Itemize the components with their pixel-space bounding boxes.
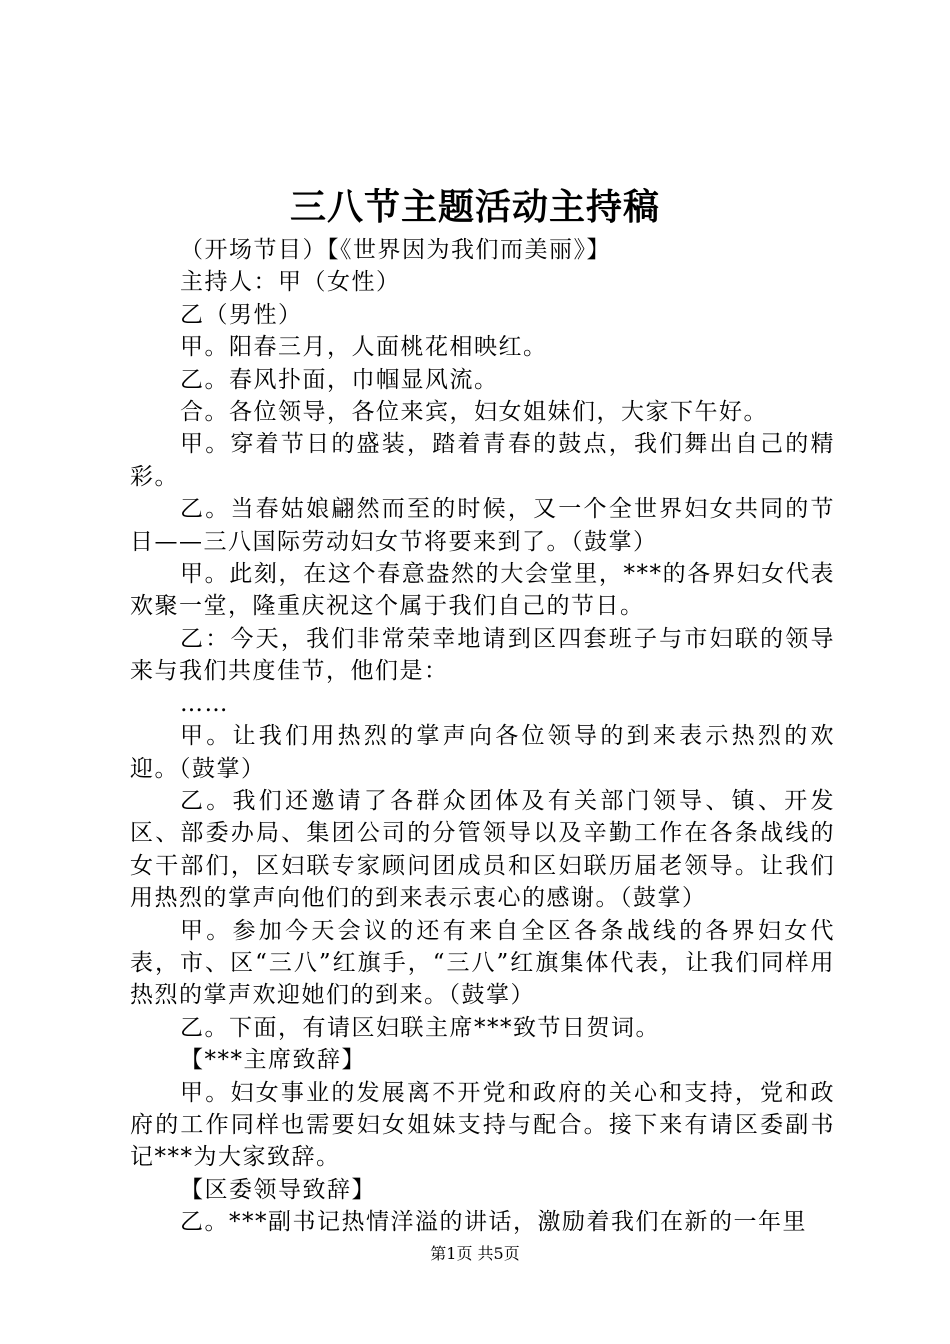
paragraph: 乙。春风扑面，巾帼显风流。 (180, 366, 499, 393)
paragraph: 甲。阳春三月，人面桃花相映红。 (180, 334, 548, 361)
paragraph: …… (180, 690, 229, 717)
document-title: 三八节主题活动主持稿 (289, 187, 660, 228)
paragraph: 甲。妇女事业的发展离不开党和政府的关心和支持，党和政府的工作同样也需要妇女姐妹支持与配合。接下来有请区委副书记***为大家致辞。 (130, 1079, 835, 1171)
paragraph: 甲。参加今天会议的还有来自全区各条战线的各界妇女代表，市、区“三八”红旗手，“三八”红旗集体代表，让我们同样用热烈的掌声欢迎她们的到来。（鼓掌） (130, 917, 835, 1009)
paragraph: 乙。***副书记热情洋溢的讲话，激励着我们在新的一年里 (180, 1209, 807, 1236)
paragraph: 【***主席致辞】 (180, 1047, 366, 1074)
paragraph: 乙（男性） (180, 301, 303, 328)
paragraph: 甲。此刻，在这个春意盎然的大会堂里，***的各界妇女代表欢聚一堂，隆重庆祝这个属于我们自己的节日。 (130, 561, 835, 620)
paragraph: 【区委领导致辞】 (180, 1176, 376, 1203)
paragraph: 合。各位领导，各位来宾，妇女姐妹们，大家下午好。 (180, 399, 768, 426)
page-footer: 第1页 共5页 (430, 1244, 520, 1263)
paragraph: （开场节目）【《世界因为我们而美丽》】 (180, 237, 611, 263)
paragraph: 主持人：甲（女性） (180, 269, 401, 296)
paragraph: 乙。当春姑娘翩然而至的时候，又一个全世界妇女共同的节日——三八国际劳动妇女节将要来到了。（鼓掌） (130, 496, 835, 555)
paragraph: 甲。穿着节日的盛装，踏着青春的鼓点，我们舞出自己的精彩。 (130, 431, 835, 490)
document-body (130, 234, 835, 1239)
paragraph: 乙：今天，我们非常荣幸地请到区四套班子与市妇联的领导来与我们共度佳节，他们是： (130, 625, 835, 685)
paragraph: 乙。我们还邀请了各群众团体及有关部门领导、镇、开发区、部委办局、集团公司的分管领导以及辛勤工作在各条战线的女干部们，区妇联专家顾问团成员和区妇联历届老领导。让我们用热烈的掌声向他们的到来表示衷心的感谢。（鼓掌） (130, 787, 835, 912)
paragraph: 甲。让我们用热烈的掌声向各位领导的到来表示热烈的欢迎。（鼓掌） (130, 723, 835, 782)
paragraph: 乙。下面，有请区妇联主席***致节日贺词。 (180, 1014, 660, 1041)
